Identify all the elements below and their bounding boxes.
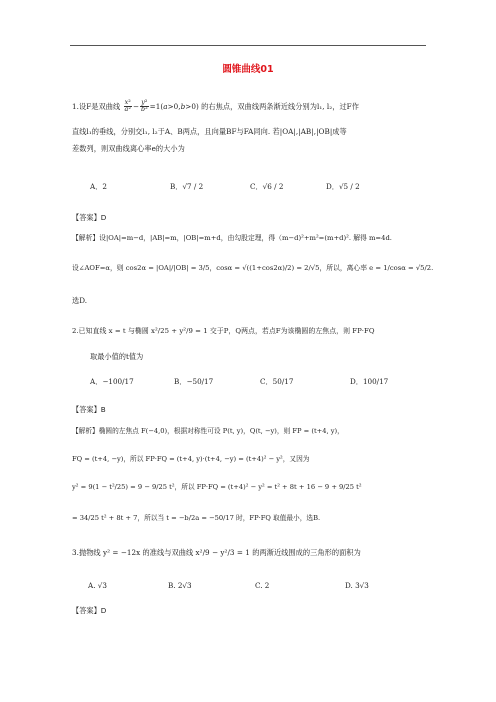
q2-analysis-3: y² = 9(1 − t²/25) = 9 − 9/25 t²，所以 FP·FQ = (t+4)² − y² = t² + 8t + 16 − 9 + 9/25 t² (72, 483, 362, 491)
q2-answer: 【答案】B (72, 405, 106, 414)
q2-line2: 取最小值的t值为 (90, 352, 144, 361)
q1-analysis-2: 设∠AOF=α，则 cos2α = |OA|/|OB| = 3/5，cosα = √((1+cos2α)/2) = 2/√5，所以，离心率 e = 1/cosα = √5/2. (72, 264, 434, 272)
q1-answer: 【答案】D (72, 213, 107, 222)
q1-option-a: A．2 (90, 182, 107, 191)
q3-option-b: B. 2√3 (168, 581, 192, 590)
q1-analysis-3: 选D. (72, 296, 87, 305)
q2-option-b: B．−50/17 (174, 377, 214, 386)
q2-line1: 2.已知直线 x = t 与椭圆 x²/25 + y²/9 = 1 交于P，Q两点，若点F为该椭圆的左焦点，则 FP·FQ (72, 327, 375, 335)
q2-analysis-1: 【解析】椭圆的左焦点 F(−4,0)，根据对称性可设 P(t, y)，Q(t, −y)，则 FP = (t+4, y)， (72, 427, 344, 435)
q1-option-c: C．√6 / 2 (250, 182, 284, 191)
q2-analysis-2: FQ = (t+4, −y)，所以 FP·FQ = (t+4, y)·(t+4, −y) = (t+4)² − y²，又因为 (72, 455, 310, 463)
q1-line3: 差数列，则双曲线离心率e的大小为 (72, 144, 185, 153)
top-rule (70, 45, 426, 46)
q2-option-a: A．−100/17 (90, 377, 134, 386)
q1-option-b: B．√7 / 2 (170, 182, 204, 191)
q1-intro-tail: 的右焦点，双曲线两条渐近线分别为l₁, l₂，过F作 (201, 101, 359, 111)
q1-equation: $\frac{\text{x²}}{\text{a²}}$ − $\frac{\text{y²}}{\text{b²}}$ =1(a>0,b>0) (124, 99, 199, 114)
q2-analysis-4: = 34/25 t² + 8t + 7，所以当 t = −b/2a = −50/17 时，FP·FQ 取值最小，选B. (72, 514, 321, 522)
q3-option-d: D. 3√3 (345, 581, 369, 590)
q1-line2: 直线l₁的垂线，分别交l₁, l₂于A、B两点，且向量BF与FA同向. 若|OA|,|AB|,|OB|成等 (72, 127, 347, 136)
q2-option-c: C．50/17 (260, 377, 294, 386)
q1-option-d: D．√5 / 2 (326, 182, 360, 191)
q3-answer: 【答案】D (72, 606, 107, 615)
q3-line1: 3.抛物线 y² = −12x 的准线与双曲线 x²/9 − y²/3 = 1 的两渐近线围成的三角形的面积为 (72, 548, 361, 557)
q1-analysis-1: 【解析】设|OA|=m−d，|AB|=m，|OB|=m+d，由勾股定理，得（m−d)²+m²=(m+d)². 解得 m=4d. (72, 234, 392, 242)
q1-line1 (72, 100, 428, 114)
q3-option-a: A. √3 (88, 581, 107, 590)
q2-option-d: D．100/17 (350, 377, 389, 386)
page-title: 圆锥曲线01 (222, 64, 274, 75)
q1-intro: 1.设F是双曲线 (72, 101, 121, 111)
q3-option-c: C. 2 (255, 581, 270, 590)
